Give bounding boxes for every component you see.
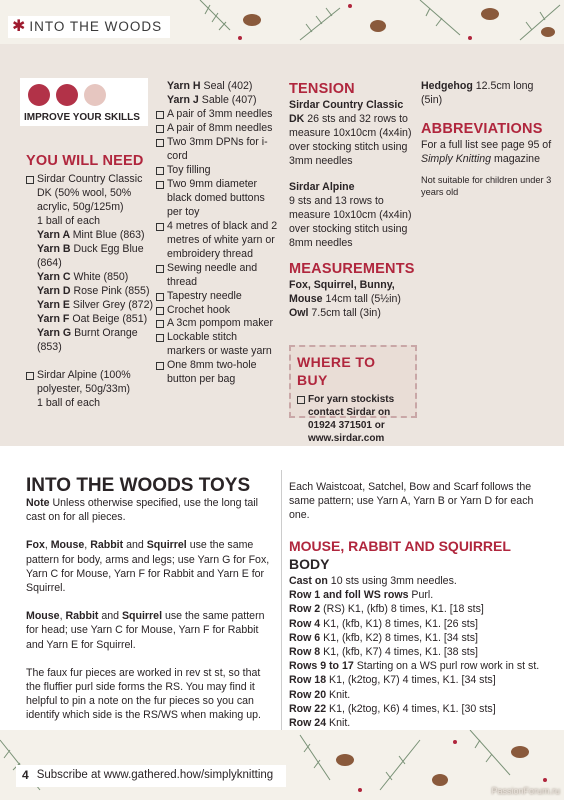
- toys-intro: [26, 496, 276, 722]
- where-to-buy-heading: WHERE TO BUY: [297, 354, 376, 389]
- pattern-row: Row 8 K1, (kfb, K7) 4 times, K1. [38 sts]: [289, 646, 478, 658]
- yarn-list: [26, 229, 154, 355]
- tension-text-2-body: 9 sts and 13 rows to measure 10x10cm (4x4in) over stocking stitch using 8mm needles: [289, 194, 412, 249]
- abbreviations-text: For a full list see page 95 of Simply Knitting magazine: [421, 139, 552, 166]
- materials-item: A pair of 3mm needles: [156, 108, 278, 122]
- abbreviations-heading: ABBREVIATIONS: [421, 120, 543, 137]
- checkbox-icon: [156, 125, 164, 133]
- materials-item: One 8mm two-hole button per bag: [156, 359, 278, 387]
- yarn-line: Yarn H Seal (402): [167, 80, 253, 92]
- section-heading: MOUSE, RABBIT AND SQUIRREL: [289, 537, 511, 554]
- materials-item: Tapestry needle: [156, 290, 278, 304]
- materials-list: [156, 108, 278, 387]
- materials-item: Lockable stitch markers or waste yarn: [156, 331, 278, 359]
- pattern-row: Row 6 K1, (kfb, K2) 8 times, K1. [34 sts]: [289, 631, 478, 644]
- where-to-buy-text: For yarn stockists contact Sirdar on 01924 371501 or www.sirdar.com: [297, 393, 409, 445]
- measurement-line: Hedgehog 12.5cm long (5in): [421, 80, 534, 106]
- yarn-ball-icon: [28, 84, 50, 106]
- checkbox-icon: [156, 139, 164, 147]
- tension-text-1: Sirdar Country Classic DK 26 sts and 32 rows to measure 10x10cm (4x4in) over stocking stitch using 3mm needles: [289, 99, 412, 167]
- pattern-paragraph: Mouse, Rabbit and Squirrel use the same pattern for head; use Yarn C for Mouse, Yarn F for Rabbit and Yarn E for Squirrel.: [26, 610, 265, 651]
- materials-item: 4 metres of black and 2 metres of white yarn or embroidery thread: [156, 220, 278, 262]
- yarn-line: Yarn A Mint Blue (863): [37, 229, 145, 241]
- pattern-row: Row 20 Knit.: [289, 688, 351, 701]
- checkbox-icon: [156, 167, 164, 175]
- pattern-row: Rows 9 to 17 Starting on a WS purl row work in st st.: [289, 660, 540, 673]
- yarn-line: Yarn F Oat Beige (851): [37, 312, 148, 325]
- measurements-heading: MEASUREMENTS: [289, 260, 415, 277]
- you-will-need-heading: YOU WILL NEED: [26, 153, 144, 169]
- pattern-row: Row 18 K1, (k2tog, K7) 4 times, K1. [34 sts]: [289, 674, 496, 687]
- yarn-line: Yarn E Silver Grey (872): [37, 298, 153, 311]
- subscribe-link[interactable]: Subscribe at www.gathered.how/simplyknitting: [36, 769, 274, 782]
- materials-item: Toy filling: [156, 164, 278, 178]
- yarn-line: Yarn G Burnt Orange (853): [37, 326, 138, 353]
- note-paragraph: Note Unless otherwise specified, use the long tail cast on for all pieces.: [26, 497, 259, 524]
- pattern-rows: [289, 574, 555, 730]
- checkbox-icon: [26, 176, 34, 184]
- materials-item: Sirdar Alpine (100% polyester, 50g/33m): [26, 369, 154, 397]
- materials-item: Two 3mm DPNs for i-cord: [156, 136, 278, 164]
- page-footer: [16, 765, 286, 787]
- quantity-text: 1 ball of each: [37, 215, 101, 228]
- checkbox-icon: [156, 111, 164, 119]
- snowflake-icon: ✱: [12, 18, 26, 35]
- checkbox-icon: [297, 396, 305, 404]
- column-divider: [281, 470, 282, 756]
- materials-item: A 3cm pompom maker: [156, 317, 278, 331]
- yarn-line: Yarn J Sable (407): [167, 93, 257, 106]
- faux-fur-paragraph: The faux fur pieces are worked in rev st st, so that the fluffier purl side forms the RS. You may find it helpful to pin a note on the fur pieces so you can identify which side is the RS/WS when making up.: [26, 666, 261, 722]
- checkbox-icon: [156, 362, 164, 370]
- series-title: ✱ INTO THE WOODS: [8, 16, 170, 38]
- pattern-row: Cast on 10 sts using 3mm needles.: [289, 575, 457, 588]
- yarn-line: Yarn C White (850): [37, 270, 129, 283]
- yarn-ball-icon: [56, 84, 78, 106]
- materials-item: Sirdar Country Classic DK (50% wool, 50% acrylic, 50g/125m): [26, 173, 154, 215]
- checkbox-icon: [26, 372, 34, 380]
- measurement-line: Owl 7.5cm tall (3in): [289, 306, 381, 319]
- pattern-paragraph: Fox, Mouse, Rabbit and Squirrel use the same pattern for body, arms and legs; use Yarn G for Fox, Yarn C for Mouse, Yarn F for Rabbit and Yarn E for Squirrel.: [26, 539, 270, 594]
- tension-heading: TENSION: [289, 81, 355, 97]
- checkbox-icon: [156, 293, 164, 301]
- checkbox-icon: [156, 265, 164, 273]
- materials-column: [156, 80, 278, 387]
- watermark: PassionForum.ru: [491, 786, 560, 797]
- pattern-row: Row 2 (RS) K1, (kfb) 8 times, K1. [18 sts]: [289, 603, 484, 616]
- measurement-line: Fox, Squirrel, Bunny, Mouse 14cm tall (5½in): [289, 278, 401, 305]
- tension-text-2: Sirdar Alpine: [289, 180, 355, 193]
- quantity-text: 1 ball of each: [37, 396, 101, 409]
- checkbox-icon: [156, 181, 164, 189]
- pattern-row: Row 24 Knit.: [289, 716, 351, 729]
- skill-level-rating: [28, 84, 106, 106]
- yarn-ball-icon: [84, 84, 106, 106]
- you-will-need-column: [26, 152, 154, 411]
- materials-item: Crochet hook: [156, 304, 278, 318]
- page-number: 4: [22, 768, 29, 783]
- pattern-row: Row 22 K1, (k2tog, K6) 4 times, K1. [30 sts]: [289, 702, 496, 715]
- safety-note: Not suitable for children under 3 years old: [421, 175, 552, 197]
- improve-skills-badge: [20, 78, 148, 126]
- intro-paragraph: Each Waistcoat, Satchel, Bow and Scarf follows the same pattern; use Yarn A, Yarn B or Yarn D for each one.: [289, 481, 534, 522]
- pattern-column: [289, 480, 555, 730]
- where-to-buy-box: [289, 345, 417, 444]
- checkbox-icon: [156, 307, 164, 315]
- skills-label: IMPROVE YOUR SKILLS: [24, 112, 140, 123]
- checkbox-icon: [156, 334, 164, 342]
- materials-item: Sewing needle and thread: [156, 262, 278, 290]
- pattern-row: Row 4 K1, (kfb, K1) 8 times, K1. [26 sts]: [289, 617, 478, 630]
- tension-column: [289, 80, 413, 321]
- checkbox-icon: [156, 223, 164, 231]
- yarn-line: Yarn B Duck Egg Blue (864): [37, 242, 144, 269]
- materials-item: A pair of 8mm needles: [156, 122, 278, 136]
- toys-title: INTO THE WOODS TOYS: [26, 475, 251, 496]
- pattern-row: Row 1 and foll WS rows Purl.: [289, 589, 434, 602]
- yarn-line: Yarn D Rose Pink (855): [37, 284, 150, 297]
- section-subheading: BODY: [289, 556, 330, 573]
- checkbox-icon: [156, 320, 164, 328]
- materials-item: Two 9mm diameter black domed buttons per toy: [156, 178, 278, 220]
- abbreviations-column: [421, 80, 557, 199]
- yarn-list: [156, 80, 278, 108]
